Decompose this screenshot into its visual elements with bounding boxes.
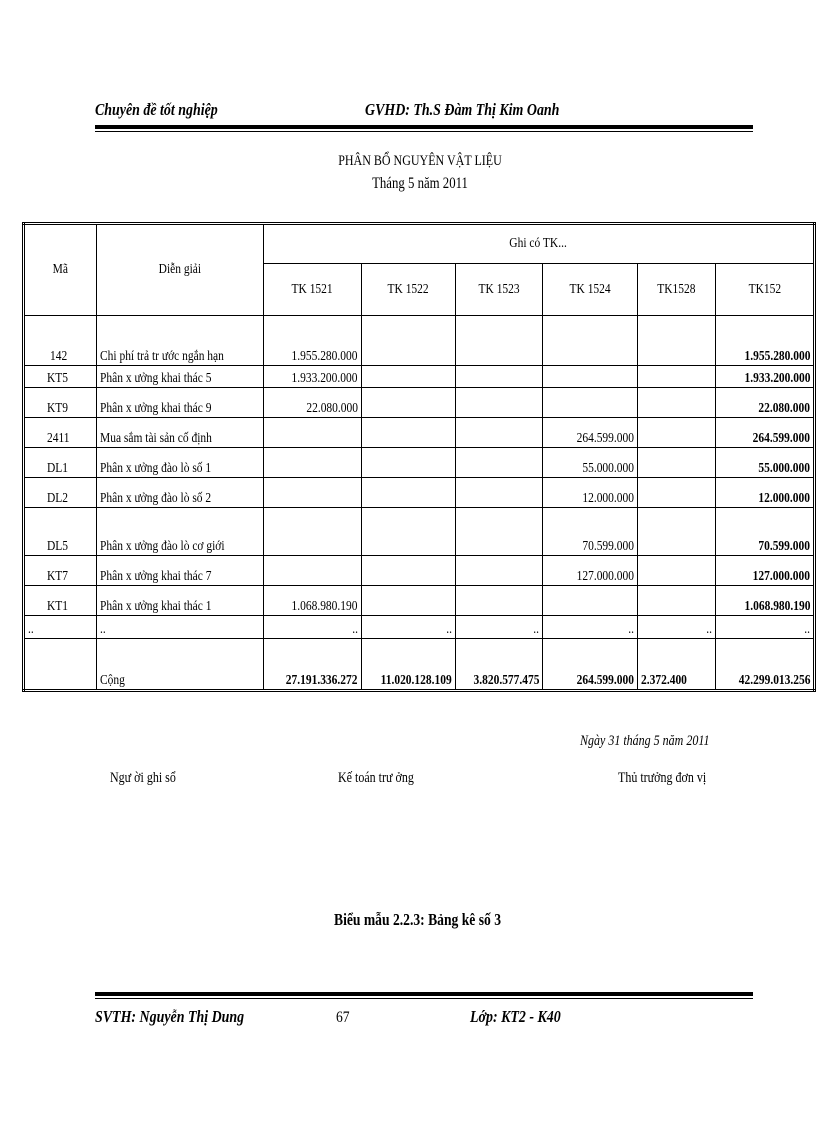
cell-1523 <box>455 586 543 616</box>
cell-1524: 55.000.000 <box>543 448 638 478</box>
account-header: TK1528 <box>638 264 716 316</box>
account-header: TK152 <box>716 264 815 316</box>
cell-1528 <box>638 556 716 586</box>
signature-chief-accountant: Kế toán trư ởng <box>338 770 414 786</box>
cell-1521 <box>263 418 361 448</box>
col-ma-header: Mã <box>24 224 97 316</box>
cell-152: 70.599.000 <box>716 508 815 556</box>
row-code: DL2 <box>24 478 97 508</box>
cell-1528 <box>638 366 716 388</box>
cell-1521: 1.068.980.190 <box>263 586 361 616</box>
total-1528: 2.372.400 <box>638 639 716 691</box>
row-description: Phân x ưởng khai thác 5 <box>96 366 263 388</box>
cell-1522 <box>361 418 455 448</box>
table-row <box>24 316 815 366</box>
signature-recorder: Ngư ời ghi sổ <box>110 770 176 786</box>
table-row <box>24 366 815 388</box>
header-left: Chuyên đề tốt nghiệp <box>95 100 218 119</box>
table-row <box>24 556 815 586</box>
total-1522: 11.020.128.109 <box>361 639 455 691</box>
cell-1521 <box>263 508 361 556</box>
page-number: 67 <box>336 1009 350 1026</box>
cell-1524: 12.000.000 <box>543 478 638 508</box>
table-row <box>24 508 815 556</box>
row-code: KT1 <box>24 586 97 616</box>
account-header: TK 1521 <box>263 264 361 316</box>
row-description: Phân x ưởng khai thác 7 <box>96 556 263 586</box>
cell-1528 <box>638 388 716 418</box>
row-code: 142 <box>24 316 97 366</box>
table-row-dots: .. .. .. .. .. .. .. .. <box>24 616 815 639</box>
cell-1521: 22.080.000 <box>263 388 361 418</box>
cell-1523 <box>455 316 543 366</box>
total-label: Cộng <box>96 639 263 691</box>
row-description: Chi phí trả tr ước ngắn hạn <box>96 316 263 366</box>
cell-1523 <box>455 388 543 418</box>
row-code: DL5 <box>24 508 97 556</box>
row-description: Phân x ưởng khai thác 9 <box>96 388 263 418</box>
cell-1522 <box>361 478 455 508</box>
total-152: 42.299.013.256 <box>716 639 815 691</box>
ghi-co-header: Ghi có TK... <box>263 224 815 264</box>
cell-1522 <box>361 316 455 366</box>
cell-1524: 264.599.000 <box>543 418 638 448</box>
cell-152: 12.000.000 <box>716 478 815 508</box>
row-code: DL1 <box>24 448 97 478</box>
cell-1528 <box>638 448 716 478</box>
table-row <box>24 418 815 448</box>
header-rule <box>95 125 753 129</box>
cell-1521: 1.955.280.000 <box>263 316 361 366</box>
cell-1523 <box>455 448 543 478</box>
row-description: Phân x ưởng khai thác 1 <box>96 586 263 616</box>
table-row <box>24 388 815 418</box>
footer-rule <box>95 992 753 996</box>
cell-1522 <box>361 556 455 586</box>
cell-1528 <box>638 316 716 366</box>
footer-class: Lớp: KT2 - K40 <box>470 1007 561 1026</box>
table-row-total <box>24 639 815 691</box>
cell-1521: 1.933.200.000 <box>263 366 361 388</box>
cell-1528 <box>638 418 716 448</box>
cell-1524 <box>543 366 638 388</box>
total-1523: 3.820.577.475 <box>455 639 543 691</box>
cell-1524 <box>543 388 638 418</box>
cell-1523 <box>455 508 543 556</box>
cell-1524 <box>543 316 638 366</box>
cell-152: 127.000.000 <box>716 556 815 586</box>
signature-unit-head: Thủ trưởng đơn vị <box>618 770 707 786</box>
cell-152: 264.599.000 <box>716 418 815 448</box>
cell-1528 <box>638 508 716 556</box>
row-code: 2411 <box>24 418 97 448</box>
cell-1523 <box>455 478 543 508</box>
total-1521: 27.191.336.272 <box>263 639 361 691</box>
cell-1528 <box>638 478 716 508</box>
cell-152: 22.080.000 <box>716 388 815 418</box>
header-right: GVHD: Th.S Đàm Thị Kim Oanh <box>365 100 560 119</box>
allocation-table <box>22 222 816 692</box>
footer-rule-thin <box>95 998 753 999</box>
cell-1523 <box>455 418 543 448</box>
footer-student: SVTH: Nguyễn Thị Dung <box>95 1007 245 1026</box>
cell-1522 <box>361 508 455 556</box>
cell-1521 <box>263 478 361 508</box>
cell-1521 <box>263 556 361 586</box>
cell-1524: 127.000.000 <box>543 556 638 586</box>
row-description: Phân x ưởng đào lò số 1 <box>96 448 263 478</box>
cell-1522 <box>361 388 455 418</box>
cell-1524 <box>543 586 638 616</box>
row-code: KT9 <box>24 388 97 418</box>
date-line: Ngày 31 tháng 5 năm 2011 <box>580 733 710 749</box>
account-header: TK 1524 <box>543 264 638 316</box>
account-header: TK 1523 <box>455 264 543 316</box>
cell-152: 1.933.200.000 <box>716 366 815 388</box>
table-row <box>24 448 815 478</box>
total-1524: 264.599.000 <box>543 639 638 691</box>
header-rule-thin <box>95 131 753 132</box>
doc-title: PHÂN BỔ NGUYÊN VẬT LIỆU <box>338 153 502 169</box>
row-description: Phân x ưởng đào lò số 2 <box>96 478 263 508</box>
row-description: Phân x ưởng đào lò cơ giới <box>96 508 263 556</box>
cell-152: 55.000.000 <box>716 448 815 478</box>
col-dien-giai-header: Diễn giải <box>96 224 263 316</box>
doc-subtitle: Tháng 5 năm 2011 <box>372 175 468 192</box>
figure-caption: Biểu mẫu 2.2.3: Bảng kê số 3 <box>334 910 501 929</box>
cell-1522 <box>361 448 455 478</box>
table-row <box>24 478 815 508</box>
cell-1522 <box>361 366 455 388</box>
cell-1523 <box>455 366 543 388</box>
cell-1524: 70.599.000 <box>543 508 638 556</box>
account-header: TK 1522 <box>361 264 455 316</box>
table-row <box>24 586 815 616</box>
cell-1522 <box>361 586 455 616</box>
row-code: KT5 <box>24 366 97 388</box>
cell-1528 <box>638 586 716 616</box>
cell-1523 <box>455 556 543 586</box>
cell-152: 1.955.280.000 <box>716 316 815 366</box>
row-description: Mua sắm tài sản cố định <box>96 418 263 448</box>
row-code: KT7 <box>24 556 97 586</box>
cell-152: 1.068.980.190 <box>716 586 815 616</box>
cell-1521 <box>263 448 361 478</box>
